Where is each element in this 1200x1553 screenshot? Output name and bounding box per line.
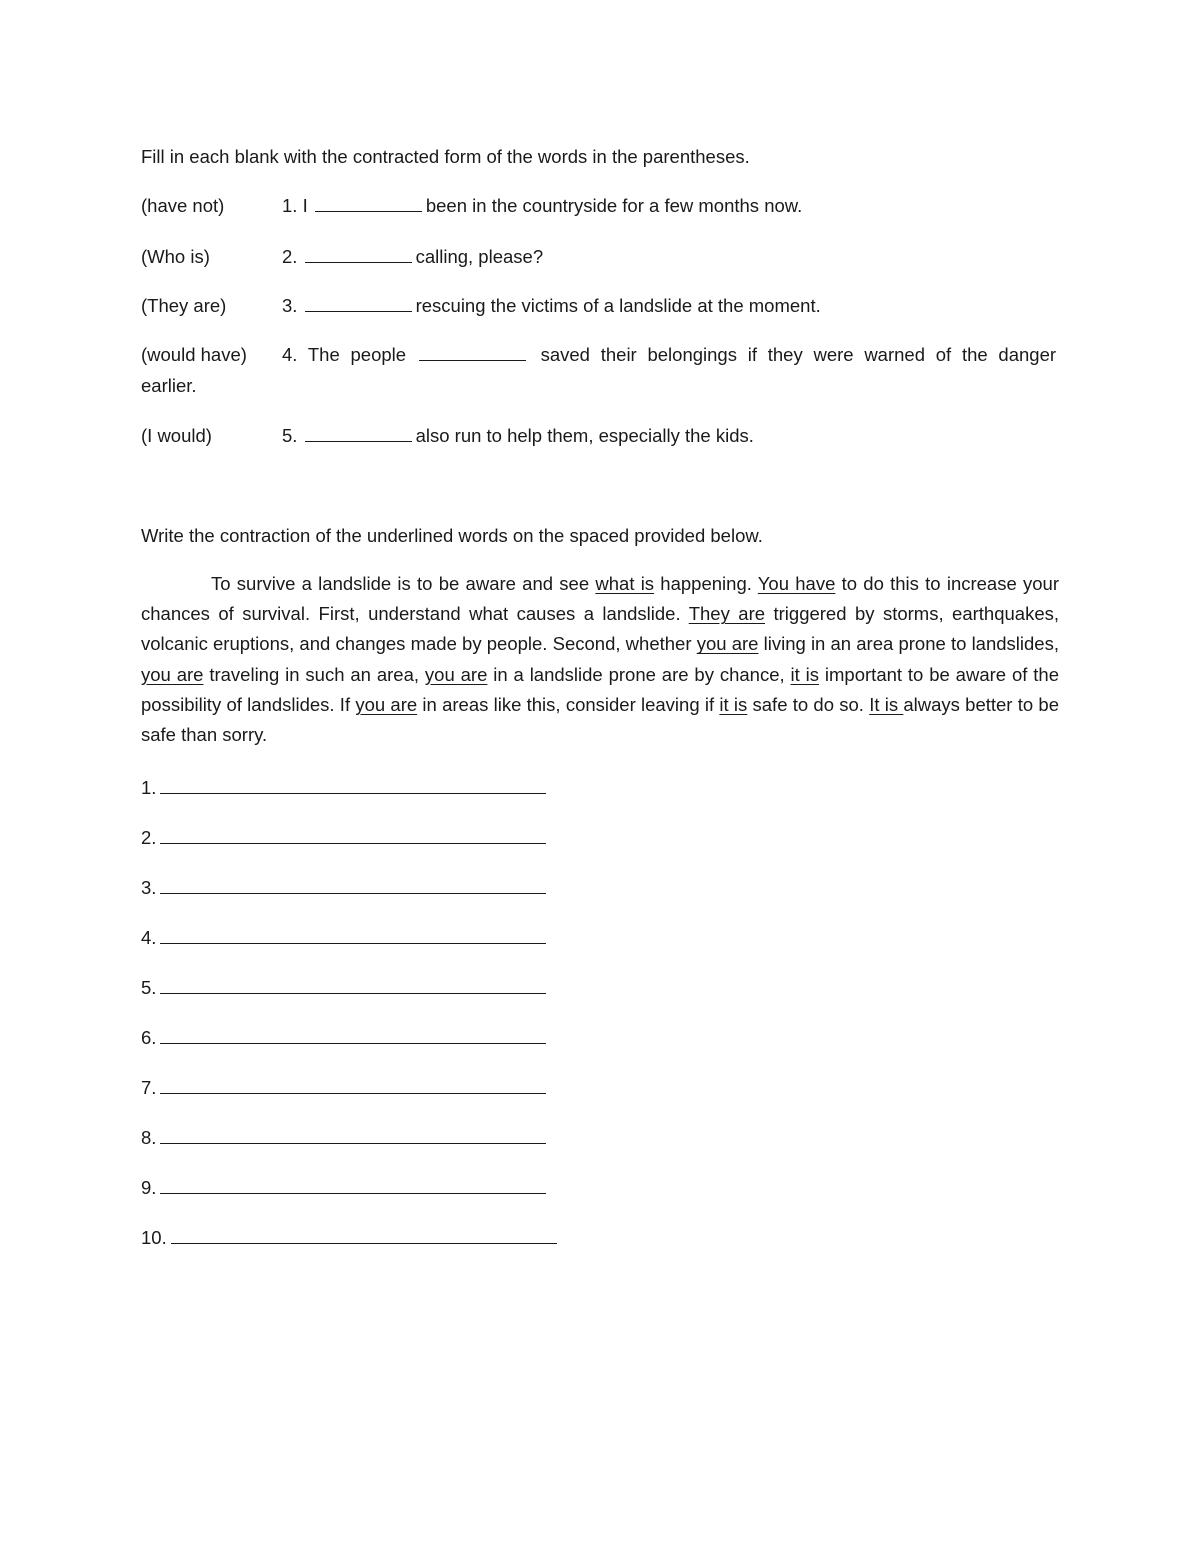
answer-number: 3. [141, 877, 157, 898]
question-2-blank[interactable] [305, 246, 412, 263]
answer-number: 9. [141, 1177, 157, 1198]
question-1-blank[interactable] [315, 195, 422, 212]
answer-row-2 [141, 826, 546, 850]
answer-blank-line[interactable] [160, 1127, 546, 1144]
answer-blank-line[interactable] [160, 927, 546, 944]
answer-blank-line[interactable] [160, 877, 546, 894]
question-5-text: 5. also run to help them, especially the kids. [282, 425, 754, 446]
part1-instruction: Fill in each blank with the contracted form of the words in the parentheses. [141, 146, 750, 167]
passage-text: triggered by storms, earthquakes, volcanic eruptions, and changes made by people. Second, whether [141, 603, 1059, 655]
question-4-text: 4. The people saved their belongings if they were warned of the danger [282, 344, 1057, 365]
answer-row-9 [141, 1176, 546, 1200]
passage-text: important to be aware of the possibility of landslides. If [141, 663, 1059, 715]
passage-text: in a landslide prone are by chance, [487, 663, 791, 685]
underlined-phrase: it is [719, 693, 748, 715]
question-2-hint: (Who is) [141, 246, 210, 267]
underlined-phrase: what is [595, 573, 655, 594]
answer-blank-line[interactable] [160, 1027, 546, 1044]
part2-instruction: Write the contraction of the underlined words on the spaced provided below. [141, 525, 763, 546]
question-4-blank[interactable] [419, 344, 526, 361]
underlined-phrase: You have [757, 573, 836, 594]
answer-number: 5. [141, 977, 157, 998]
question-3-blank[interactable] [305, 295, 412, 312]
answer-row-3 [141, 876, 546, 900]
answer-row-8 [141, 1126, 546, 1150]
question-1-text: 1. I been in the countryside for a few months now. [282, 195, 803, 216]
question-5-hint: (I would) [141, 425, 212, 446]
passage-text: to do this to increase your chances of survival. First, understand what causes a landslide. [141, 573, 1059, 625]
underlined-phrase: you are [141, 663, 204, 685]
passage-text: in areas like this, consider leaving if [417, 693, 720, 715]
passage-text: living in an area prone to landslides, [758, 633, 1059, 655]
answer-row-10 [141, 1226, 557, 1250]
answer-blank-line[interactable] [160, 1077, 546, 1094]
question-4-continuation: earlier. [141, 375, 197, 396]
answer-row-5 [141, 976, 546, 1000]
answer-number: 1. [141, 777, 157, 798]
question-4-hint: (would have) [141, 344, 247, 365]
answer-row-6 [141, 1026, 546, 1050]
answer-blank-line[interactable] [160, 1177, 546, 1194]
passage-text: traveling in such an area, [203, 663, 425, 685]
question-1-hint: (have not) [141, 195, 225, 216]
answer-blank-line[interactable] [171, 1227, 557, 1244]
answer-number: 10. [141, 1227, 167, 1248]
passage-paragraph [141, 569, 1059, 750]
answer-number: 6. [141, 1027, 157, 1048]
question-3-hint: (They are) [141, 295, 227, 316]
answer-blank-line[interactable] [160, 977, 546, 994]
answer-number: 8. [141, 1127, 157, 1148]
passage-text: always better to be safe than sorry. [141, 693, 1059, 746]
passage-text: safe to do so. [747, 693, 870, 715]
answer-number: 2. [141, 827, 157, 848]
underlined-phrase: you are [424, 663, 488, 685]
answer-blank-line[interactable] [160, 827, 546, 844]
answer-row-4 [141, 926, 546, 950]
underlined-phrase: They are [688, 603, 766, 625]
question-5-blank[interactable] [305, 425, 412, 442]
answer-number: 7. [141, 1077, 157, 1098]
question-2-text: 2. calling, please? [282, 246, 544, 267]
passage-text: happening. [654, 573, 758, 594]
question-3-text: 3. rescuing the victims of a landslide at the moment. [282, 295, 821, 316]
underlined-phrase: you are [355, 693, 418, 715]
underlined-phrase: you are [696, 633, 759, 655]
underlined-phrase: It is [869, 693, 904, 715]
answer-blank-line[interactable] [160, 777, 546, 794]
underlined-phrase: it is [790, 663, 820, 685]
answer-row-7 [141, 1076, 546, 1100]
answer-row-1 [141, 776, 546, 800]
passage-text: To survive a landslide is to be aware and see [211, 573, 596, 594]
answer-number: 4. [141, 927, 157, 948]
